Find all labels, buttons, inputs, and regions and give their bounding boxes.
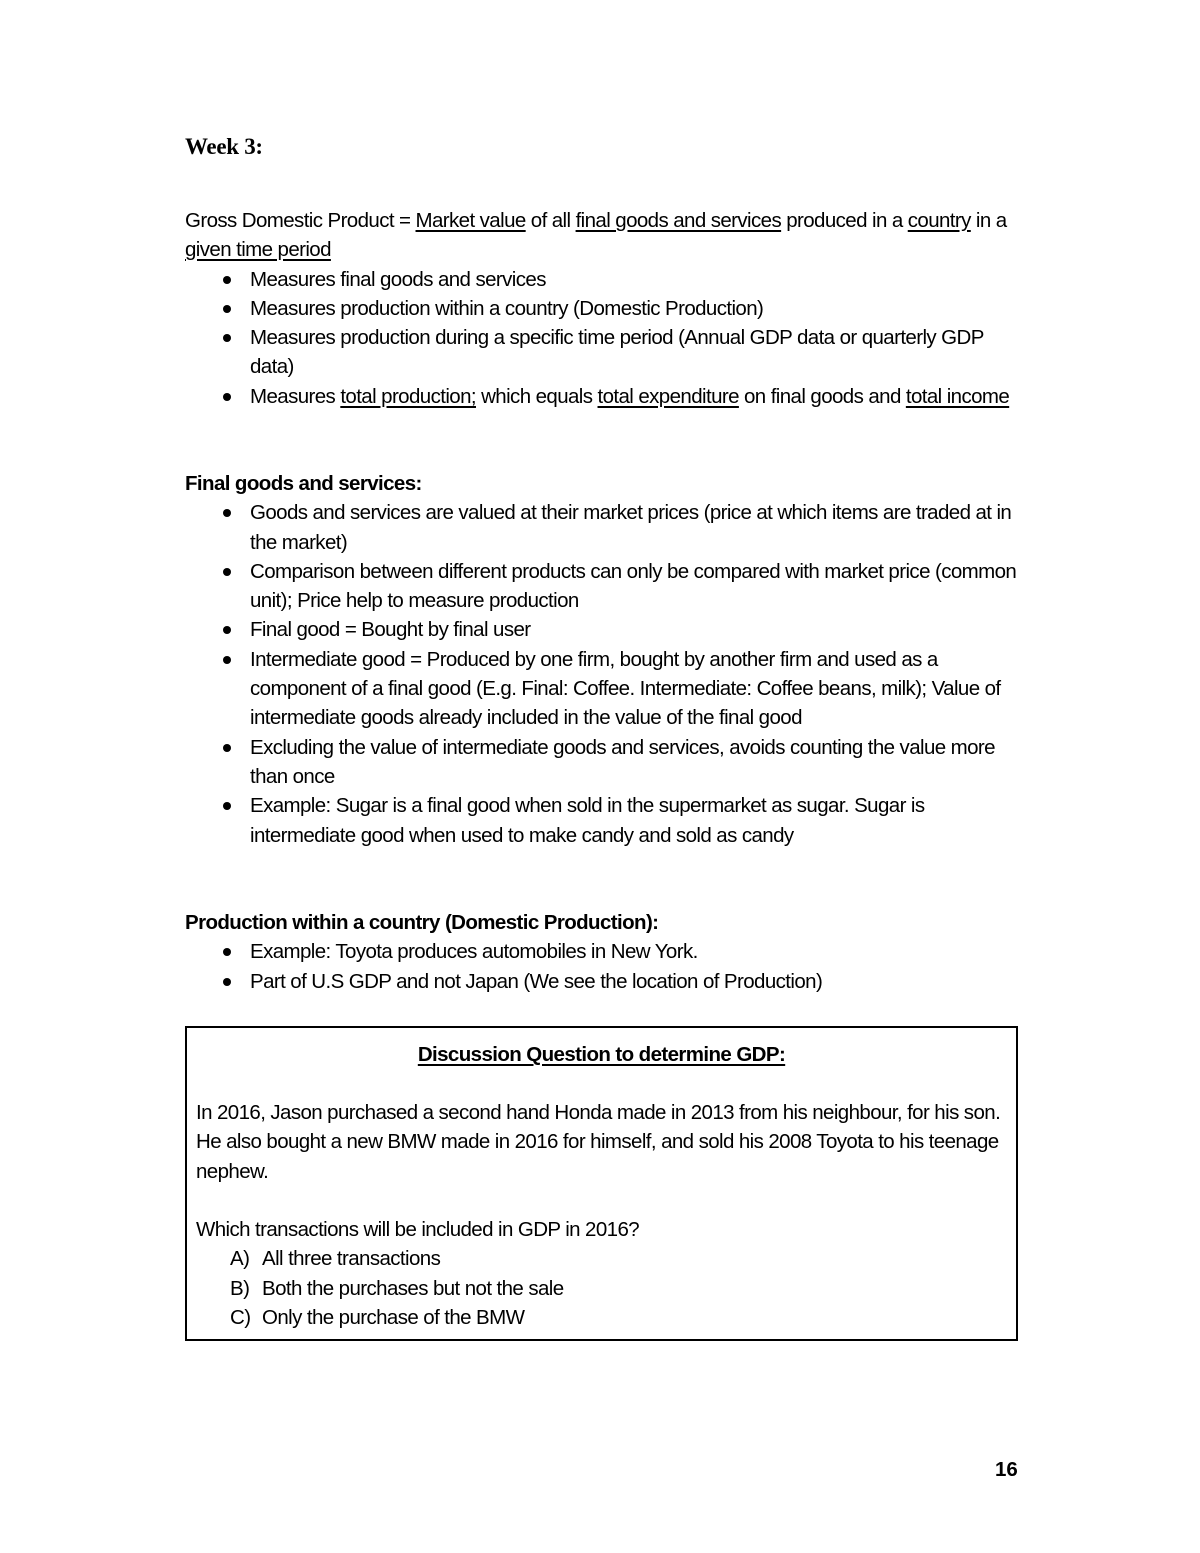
list-item: Part of U.S GDP and not Japan (We see the location of Production) bbox=[185, 967, 1018, 996]
answer-option bbox=[196, 1303, 1006, 1332]
discussion-question: Which transactions will be included in GDP in 2016? bbox=[196, 1218, 640, 1241]
list-item: Comparison between different products can only be compared with market price (common unit); Price help to measure production bbox=[185, 557, 1018, 616]
section-heading: Production within a country (Domestic Production): bbox=[185, 911, 659, 934]
definition-text: of all bbox=[525, 209, 576, 232]
option-text: Only the purchase of the BMW bbox=[262, 1305, 525, 1329]
definition-underline: Market value bbox=[415, 209, 526, 232]
answer-option bbox=[196, 1244, 1006, 1273]
bullet-underline: total production; bbox=[340, 384, 476, 408]
answer-options bbox=[196, 1244, 1006, 1332]
list-item: Example: Toyota produces automobiles in New York. bbox=[185, 937, 1018, 966]
option-letter: A) bbox=[230, 1247, 250, 1271]
definition-underline: country bbox=[907, 209, 971, 232]
final-goods-list bbox=[185, 498, 1018, 850]
list-item: Measures final goods and services bbox=[185, 265, 1018, 294]
bullet-underline: total expenditure bbox=[597, 384, 739, 408]
definition-text: produced in a bbox=[781, 209, 908, 232]
discussion-paragraph: In 2016, Jason purchased a second hand Honda made in 2013 from his neighbour, for his son. He also bought a new BMW made in 2016 for himself, and sold his 2008 Toyota to his teenage nephew. bbox=[196, 1101, 1001, 1183]
page-number: 16 bbox=[995, 1458, 1018, 1481]
list-item: Intermediate good = Produced by one firm, bought by another firm and used as a component of a final good (E.g. Final: Coffee. Intermediate: Coffee beans, milk); Value of intermediate goods already included in the value of the final good bbox=[185, 645, 1018, 733]
final-goods-section bbox=[185, 469, 1018, 850]
list-item: Measures production during a specific time period (Annual GDP data or quarterly GDP data) bbox=[185, 323, 1018, 382]
domestic-production-section bbox=[185, 908, 1018, 996]
section-heading: Final goods and services: bbox=[185, 472, 422, 495]
bullet-text: which equals bbox=[476, 384, 598, 408]
bullet-text: Measures bbox=[250, 384, 341, 408]
definition-underline: final goods and services bbox=[575, 209, 782, 232]
list-item: Goods and services are valued at their market prices (price at which items are traded at in the market) bbox=[185, 498, 1018, 557]
option-text: Both the purchases but not the sale bbox=[262, 1276, 564, 1300]
list-item: Example: Sugar is a final good when sold in the supermarket as sugar. Sugar is intermediate good when used to make candy and sold as candy bbox=[185, 791, 1018, 850]
discussion-question-block bbox=[196, 1215, 1006, 1332]
definition-text: Gross Domestic Product = bbox=[185, 209, 416, 232]
list-item: Final good = Bought by final user bbox=[185, 615, 1018, 644]
bullet-text: on final goods and bbox=[738, 384, 906, 408]
gdp-definition bbox=[185, 206, 1018, 265]
discussion-title: Discussion Question to determine GDP: bbox=[417, 1043, 786, 1066]
option-letter: C) bbox=[230, 1305, 251, 1329]
definition-text: in a bbox=[970, 209, 1007, 232]
gdp-measures-list bbox=[185, 265, 1018, 411]
definition-underline: given time period bbox=[185, 238, 331, 262]
answer-option bbox=[196, 1274, 1006, 1303]
option-letter: B) bbox=[230, 1276, 250, 1300]
list-item: Measures production within a country (Domestic Production) bbox=[185, 294, 1018, 323]
bullet-underline: total income bbox=[905, 384, 1010, 408]
gdp-definition-section bbox=[185, 206, 1018, 411]
discussion-box bbox=[185, 1026, 1018, 1341]
week-title: Week 3: bbox=[185, 134, 263, 159]
option-text: All three transactions bbox=[262, 1247, 441, 1271]
domestic-production-list bbox=[185, 937, 1018, 996]
list-item bbox=[185, 382, 1018, 411]
list-item: Excluding the value of intermediate goods and services, avoids counting the value more than once bbox=[185, 733, 1018, 792]
